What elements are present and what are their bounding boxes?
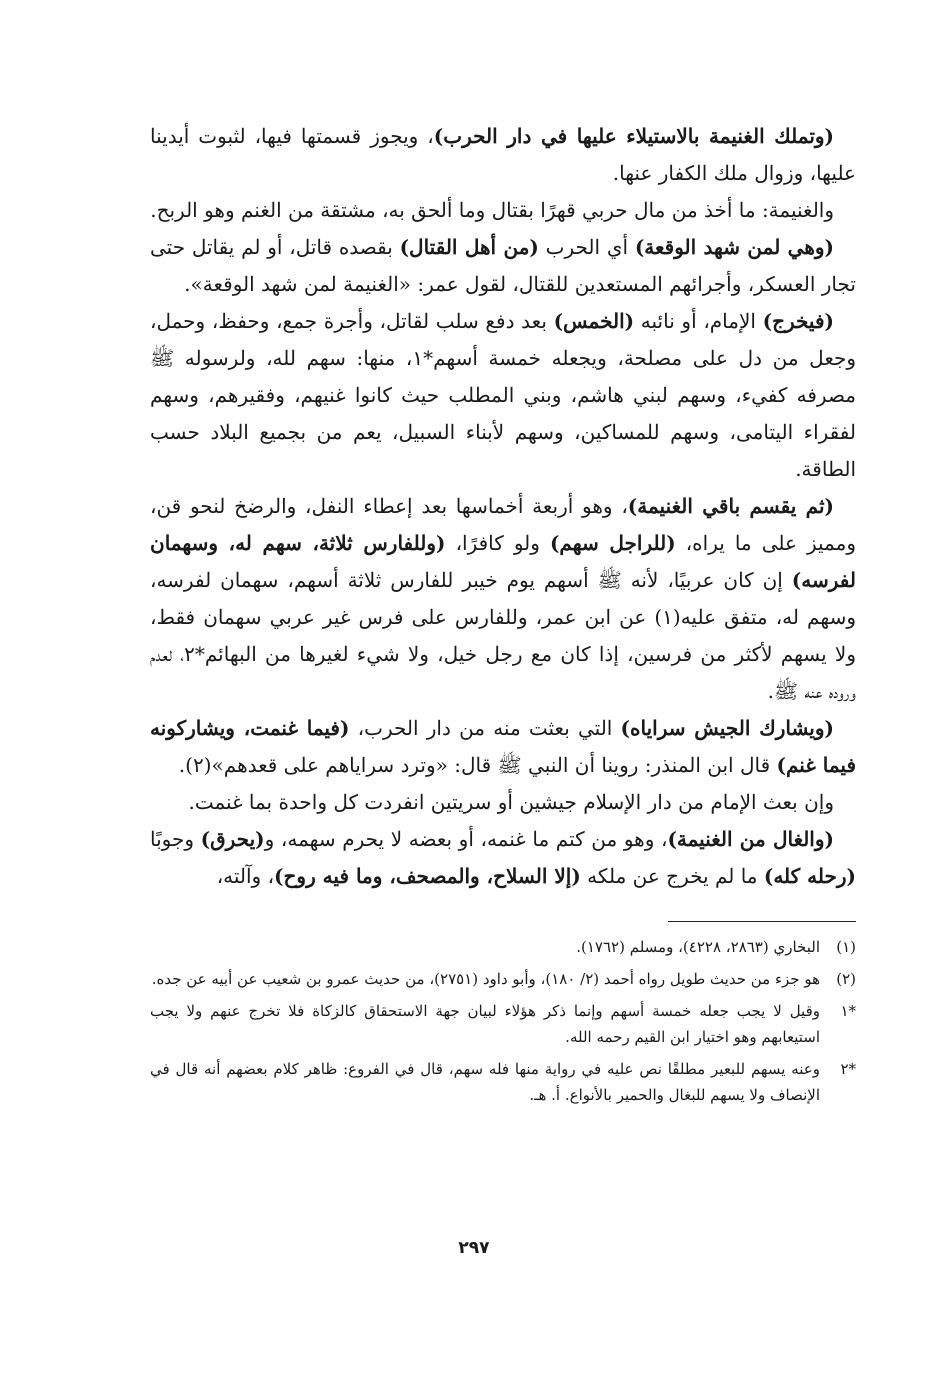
matn-text: (يحرق) [200, 827, 265, 851]
matn-text: (وهي لمن شهد الوقعة) [634, 235, 834, 259]
commentary-text: إن كان عربيًا، لأنه ﷺ أسهم يوم خيبر للفارس ثلاثة أسهم، سهمان لفرسه، وسهم له، متفق عليه(١) عن ابن عمر، وللفارس على فرس غير عربي سهمان فقط، ولا يسهم لأكثر من فرسين، إذا كان مع رجل خيل، ولا شيء لغيرها من البهائم*٢، لعدم وروده عنه ﷺ. [150, 568, 856, 703]
matn-text: (رحله كله) [763, 864, 856, 888]
footnote-text: هو جزء من حديث طويل رواه أحمد (٢/ ١٨٠)، وأبو داود (٢٧٥١)، من حديث عمرو بن شعيب عن أبيه عن جده. [151, 970, 820, 988]
matn-text: (وتملك الغنيمة بالاستيلاء عليها في دار الحرب) [433, 124, 835, 148]
page-body [150, 118, 856, 1114]
commentary-text: ، وهو أربعة أخماسها بعد إعطاء النفل، والرضخ لنحو قن، ومميز على ما يراه، [150, 494, 856, 555]
commentary-text: الإمام، أو نائبه [634, 309, 763, 333]
paragraph [150, 192, 856, 229]
commentary-text: ولو كافرًا، [445, 531, 550, 555]
footnote [150, 998, 856, 1050]
commentary-text: بقصده قاتل، أو لم يقاتل حتى تجار العسكر، وأجرائهم المستعدين للقتال، لقول عمر: «الغنيمة لمن شهد الوقعة». [150, 235, 856, 296]
commentary-text: أي الحرب [538, 235, 635, 259]
matn-text: (وللفارس ثلاثة، سهم له، وسهمان لفرسه) [150, 531, 856, 592]
footnote-number: *١ [840, 1002, 856, 1020]
commentary-text: والغنيمة: ما أخذ من مال حربي قهرًا بقتال وما ألحق به، مشتقة من الغنم وهو الربح. [150, 198, 834, 222]
paragraph [150, 118, 856, 192]
commentary-text: وجوبًا [150, 827, 201, 851]
paragraph [150, 710, 856, 784]
footnote-text: البخاري (٢٨٦٣، ٤٢٢٨)، ومسلم (١٧٦٢). [576, 938, 820, 956]
matn-text: (إلا السلاح، والمصحف، وما فيه روح) [274, 864, 581, 888]
footnotes [150, 934, 856, 1108]
footnote-number: (١) [836, 938, 856, 956]
matn-text: (من أهل القتال) [399, 235, 539, 259]
main-text [150, 118, 856, 895]
footnote-text: وعنه يسهم للبعير مطلقًا نص عليه في رواية منها فله سهم، قال في الفروع: ظاهر كلام بعضهم أنه قال في الإنصاف ولا يسهم للبغال والحمير بالأنواع. أ. هـ. [150, 1060, 820, 1104]
commentary-text: ، ويجوز قسمتها فيها، لثبوت أيدينا عليها، وزوال ملك الكفار عنها. [150, 124, 856, 185]
commentary-text: بعد دفع سلب لقاتل، وأجرة جمع، وحفظ، وحمل، وجعل من دل على مصلحة، ويجعله خمسة أسهم*١، منها: سهم لله، ولرسوله ﷺ مصرفه كفيء، وسهم لبني هاشم، وبني المطلب حيث كانوا غنيهم، وفقيرهم، وسهم لفقراء اليتامى، وسهم للمساكين، وسهم لأبناء السبيل، يعم من بجميع البلاد حسب الطاقة. [150, 309, 856, 481]
matn-text: (للراجل سهم) [549, 531, 676, 555]
footnote [150, 934, 856, 960]
commentary-text: ، وهو من كتم ما غنمه، أو بعضه لا يحرم سهمه، و [264, 827, 668, 851]
matn-text: (والغال من الغنيمة) [667, 827, 834, 851]
footnote-text: وقيل لا يجب جعله خمسة أسهم وإنما ذكر هؤلاء لبيان جهة الاستحقاق كالزكاة فلا تخرج عنهم ولا يجب استيعابهم وهو اختيار ابن القيم رحمه الله. [150, 1002, 820, 1046]
footnote-separator [668, 921, 856, 922]
matn-text: (فيخرج) [762, 309, 834, 333]
paragraph [150, 303, 856, 488]
footnote [150, 1056, 856, 1108]
matn-text: (الخمس) [553, 309, 635, 333]
matn-text: (ويشارك الجيش سراياه) [620, 716, 834, 740]
matn-text: (ثم يقسم باقي الغنيمة) [627, 494, 834, 518]
commentary-text: ما لم يخرج عن ملكه [580, 864, 764, 888]
paragraph [150, 229, 856, 303]
footnote [150, 966, 856, 992]
commentary-text: ، وآلته، [216, 864, 275, 888]
commentary-text: قال ابن المنذر: روينا أن النبي ﷺ قال: «وترد سراياهم على قعدهم»(٢). [178, 753, 777, 777]
commentary-text: التي بعثت منه من دار الحرب، [349, 716, 621, 740]
matn-text: (فيما غنمت، ويشاركونه فيما غنم) [150, 716, 856, 777]
footnote-number: (٢) [836, 970, 856, 988]
page-number: ٢٩٧ [458, 1238, 490, 1258]
footnote-number: *٢ [840, 1060, 856, 1078]
paragraph [150, 821, 856, 895]
paragraph [150, 488, 856, 710]
paragraph [150, 784, 856, 821]
commentary-text: وإن بعث الإمام من دار الإسلام جيشين أو سريتين انفردت كل واحدة بما غنمت. [188, 790, 834, 814]
